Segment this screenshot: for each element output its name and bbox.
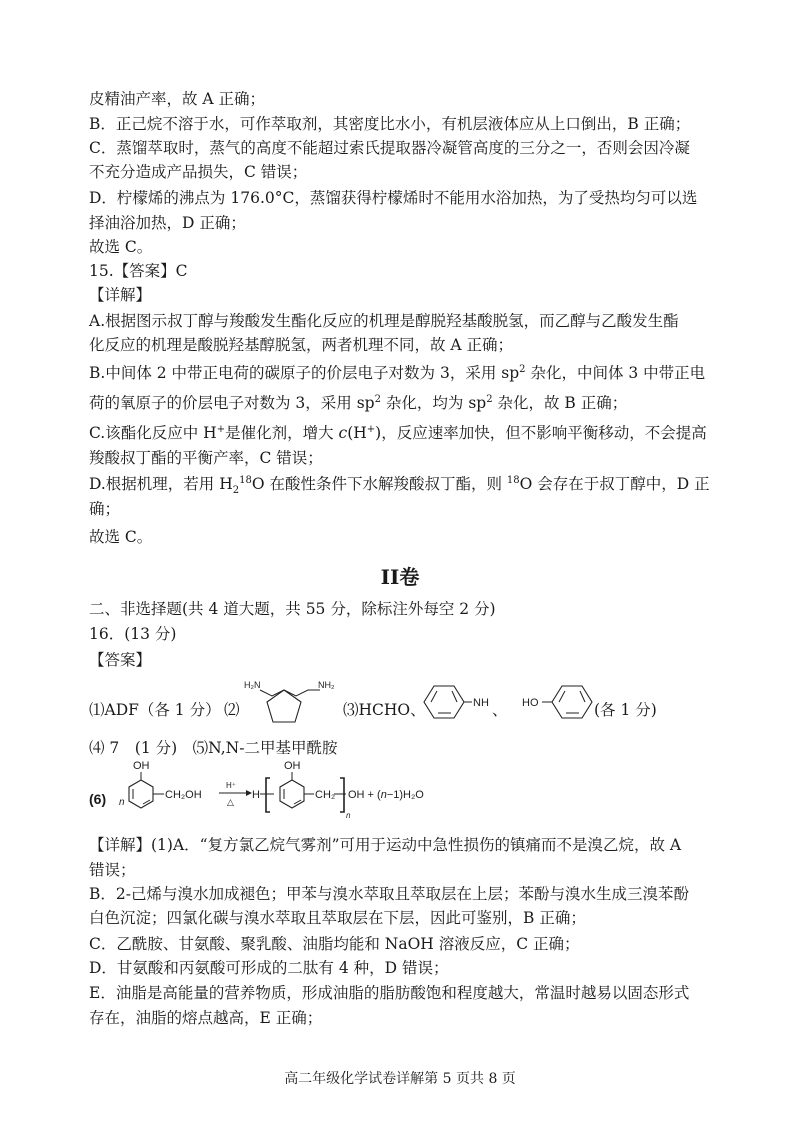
text-line: C．蒸馏萃取时，蒸气的高度不能超过索氏提取器冷凝管高度的三分之一，否则会因冷凝 (89, 139, 690, 157)
text-line: 化反应的机理是酸脱羟基醇脱氢，两者机理不同，故 A 正确； (89, 336, 514, 354)
heat-label: △ (227, 797, 234, 807)
answer-4-5: ⑷ 7 (1 分) ⑸N,N-二甲基甲酰胺 (89, 739, 338, 757)
text-line: 故选 C。 (89, 238, 153, 256)
text-line: 白色沉淀；四氯化碳与溴水萃取且萃取层在下层，因此可鉴别，B 正确； (89, 909, 586, 927)
text-line: B.中间体 2 中带正电荷的碳原子的价层电子对数为 3，采用 $sp^2$ 杂化，中间体 3 中带正电 (89, 363, 706, 382)
ch2-label: CH₂ (315, 789, 336, 801)
nh2-label: NH₂ (318, 680, 335, 690)
text-line: 故选 C。 (89, 528, 153, 546)
polymerization-equation (118, 760, 478, 826)
nh2-label: H₂N (244, 680, 261, 690)
page-footer: 高二年级化学试卷详解第 5 页共 8 页 (284, 1071, 516, 1087)
diamine-cyclopentane-structure (244, 676, 344, 738)
oh-label: OH (284, 760, 301, 772)
nh-label: NH (473, 697, 489, 709)
text-line: 不充分造成产品损失，C 错误； (89, 163, 308, 181)
answer-3: ⑶HCHO、 (343, 701, 426, 719)
text-line: B．正己烷不溶于水，可作萃取剂，其密度比水小，有机层液体应从上口倒出，B 正确； (89, 115, 691, 133)
answer-3-note: (各 1 分) (594, 701, 657, 719)
question-number: 16．(13 分) (89, 625, 177, 643)
ch2oh-label: CH₂OH (165, 789, 202, 801)
text-line: C.该酯化反应中 H+是催化剂，增大 c(H+)，反应速率加快，但不影响平衡移动，不会提高 (89, 423, 707, 442)
oh-label: OH (133, 760, 150, 772)
answer-heading: 【答案】 (89, 651, 152, 669)
text-line: 荷的氧原子的价层电子对数为 3，采用 $sp^2$ 杂化，均为 $sp^2$ 杂化，故 B 正确； (89, 393, 628, 412)
n-subscript: n (346, 811, 351, 820)
text-line: C．乙酰胺、甘氨酸、聚乳酸、油脂均能和 NaOH 溶液反应，C 正确； (89, 935, 580, 953)
text-line: 错误； (89, 861, 136, 879)
text-line: B．2-己烯与溴水加成褪色；甲苯与溴水萃取且萃取层在上层；苯酚与溴水生成三溴苯酚 (89, 885, 689, 903)
text-line: E．油脂是高能量的营养物质，形成油脂的脂肪酸饱和程度越大，常温时越易以固态形式 (89, 984, 690, 1002)
catalyst-label: H⁺ (226, 781, 236, 790)
aniline-fragment-structure (418, 682, 500, 722)
detail-heading: 【详解】 (89, 286, 152, 304)
text-line: 羧酸叔丁酯的平衡产率，C 错误； (89, 449, 323, 467)
ho-label: HO (522, 697, 539, 709)
n-coefficient: n (119, 797, 125, 808)
section-title: II卷 (380, 565, 420, 589)
answer-heading: 15.【答案】C (89, 262, 188, 280)
text-line: 二、非选择题(共 4 道大题，共 55 分，除标注外每空 2 分) (89, 600, 496, 618)
h-label: H (252, 789, 260, 801)
text-line: D．柠檬烯的沸点为 176.0°C，蒸馏获得柠檬烯时不能用水浴加热，为了受热均匀可以选 (89, 189, 698, 207)
separator: 、 (492, 701, 508, 719)
answer-2-label: ⑵ (224, 701, 240, 719)
text-line: D．甘氨酸和丙氨酸可形成的二肽有 4 种，D 错误； (89, 959, 449, 977)
text-line: 确； (89, 500, 121, 518)
text-line: 存在，油脂的熔点越高，E 正确； (89, 1009, 323, 1027)
product-tail: OH + (n−1)H₂O (348, 789, 424, 801)
text-line: 择油浴加热，D 正确； (89, 214, 246, 232)
text-line: D.根据机理，若用 $H_2^{18}O$ 在酸性条件下水解羧酸叔丁酯，则 $^{18}$O 会存在于叔丁醇中，D 正 (89, 474, 710, 497)
answer-1: ⑴ADF（各 1 分） (89, 701, 221, 719)
text-line: 皮精油产率，故 A 正确； (89, 90, 266, 108)
text-line: A.根据图示叔丁醇与羧酸发生酯化反应的机理是醇脱羟基酸脱氢，而乙醇与乙酸发生酯 (89, 312, 679, 330)
text-line: 【详解】(1)A．“复方氯乙烷气雾剂”可用于运动中急性损伤的镇痛而不是溴乙烷，故 A (89, 836, 682, 854)
answer-6-label: (6) (89, 791, 107, 807)
